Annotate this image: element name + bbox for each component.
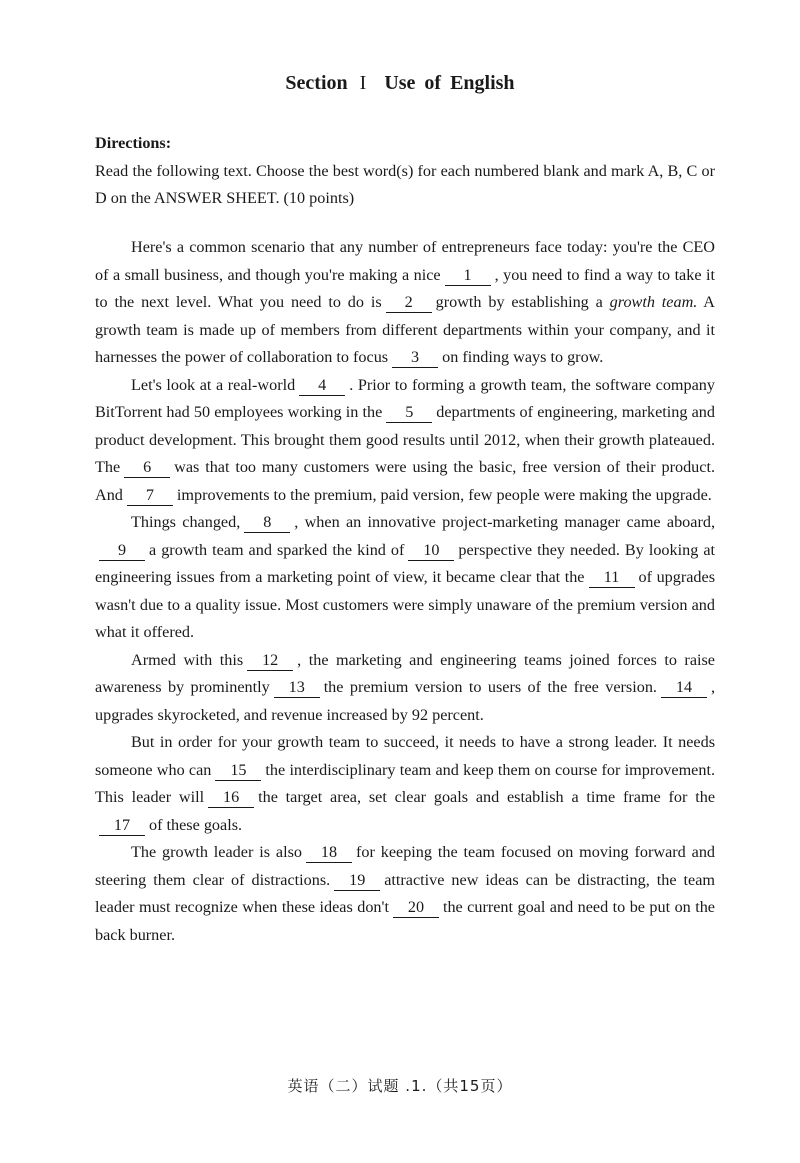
section-title <box>0 72 800 95</box>
text-segment: Things changed, <box>131 513 241 531</box>
text-segment: of upgrades wasn't due to a quality issue. Most customers were simply unaware of the premium version and what it offered. <box>95 568 716 641</box>
blank-18: 18 <box>306 843 352 863</box>
text-segment: , you need to find a way to take it to the next level. What you need to do is <box>95 265 715 311</box>
text-segment: attractive new ideas can be distracting, the team leader must recognize when these ideas don't <box>95 870 716 916</box>
text-segment: , the marketing and engineering teams joined forces to raise awareness by prominently <box>95 650 715 696</box>
blank-16: 16 <box>208 788 254 808</box>
blank-12: 12 <box>247 651 293 671</box>
section-label: Section <box>285 72 348 94</box>
blank-8: 8 <box>244 513 290 533</box>
text-segment: the current goal and need to be put on the back burner. <box>95 898 715 944</box>
text-segment: the interdisciplinary team and keep them on course for improvement. This leader will <box>95 760 715 806</box>
directions <box>95 130 715 213</box>
text-segment: on finding ways to grow. <box>442 348 604 366</box>
section-number: I <box>359 72 367 94</box>
passage <box>95 234 715 949</box>
text-segment: A growth team is made up of members from different departments within your company, and it harnesses the power of collaboration to focus <box>95 293 715 366</box>
paragraph-6 <box>95 839 715 949</box>
paragraph-4 <box>95 647 715 730</box>
blank-3: 3 <box>392 348 438 368</box>
blank-5: 5 <box>386 403 432 423</box>
blank-10: 10 <box>408 541 454 561</box>
blank-11: 11 <box>589 568 635 588</box>
text-segment: of these goals. <box>149 815 243 834</box>
blank-14: 14 <box>661 678 707 698</box>
text-segment: was that too many customers were using the basic, free version of their product. And <box>95 458 715 504</box>
blank-4: 4 <box>299 376 345 396</box>
paragraph-1 <box>95 234 715 372</box>
blank-20: 20 <box>393 898 439 918</box>
blank-2: 2 <box>386 293 432 313</box>
text-segment: the target area, set clear goals and establish a time frame for the <box>258 788 715 806</box>
section-name: Use of English <box>384 72 515 94</box>
blank-13: 13 <box>274 678 320 698</box>
paragraph-2 <box>95 372 715 510</box>
page-footer: 英语（二）试题 .1.（共15页） <box>287 1077 513 1095</box>
text-segment: improvements to the premium, paid version, few people were making the upgrade. <box>176 485 712 504</box>
blank-1: 1 <box>445 266 491 286</box>
emphasis-growth-team: growth team. <box>609 293 698 311</box>
paragraph-3 <box>95 509 715 647</box>
blank-9: 9 <box>99 541 145 561</box>
paragraph-5 <box>95 729 715 839</box>
directions-text: Read the following text. Choose the best word(s) for each numbered blank and mark A, B, C or D on the ANSWER SHEET. (10 points) <box>95 161 715 207</box>
text-segment: perspective they needed. By looking at engineering issues from a marketing point of view, it became clear that the <box>95 540 715 586</box>
text-segment: a growth team and sparked the kind of <box>149 540 405 559</box>
text-segment: the premium version to users of the free version. <box>323 678 657 696</box>
blank-17: 17 <box>99 816 145 836</box>
blank-6: 6 <box>124 458 170 478</box>
text-segment: for keeping the team focused on moving forward and steering them clear of distractions. <box>95 843 716 889</box>
text-segment: departments of engineering, marketing and product development. This brought them good results until 2012, when their growth plateaued. The <box>95 403 715 476</box>
text-segment: Armed with this <box>131 650 244 669</box>
text-segment: , upgrades skyrocketed, and revenue increased by 92 percent. <box>95 678 716 724</box>
text-segment: growth by establishing a <box>435 293 603 311</box>
blank-19: 19 <box>334 871 380 891</box>
text-segment: Here's a common scenario that any number of entrepreneurs face today: you're the CEO of a small business, and though you're making a nice <box>95 238 715 284</box>
blank-15: 15 <box>215 761 261 781</box>
directions-heading: Directions: <box>95 134 172 152</box>
text-segment: The growth leader is also <box>131 843 302 861</box>
text-segment: , when an innovative project-marketing manager came aboard, <box>294 513 715 531</box>
text-segment: . Prior to forming a growth team, the software company BitTorrent had 50 employees working in the <box>95 375 715 421</box>
blank-7: 7 <box>127 486 173 506</box>
text-segment: But in order for your growth team to succeed, it needs to have a strong leader. It needs someone who can <box>95 733 715 779</box>
text-segment: Let's look at a real-world <box>131 375 296 394</box>
